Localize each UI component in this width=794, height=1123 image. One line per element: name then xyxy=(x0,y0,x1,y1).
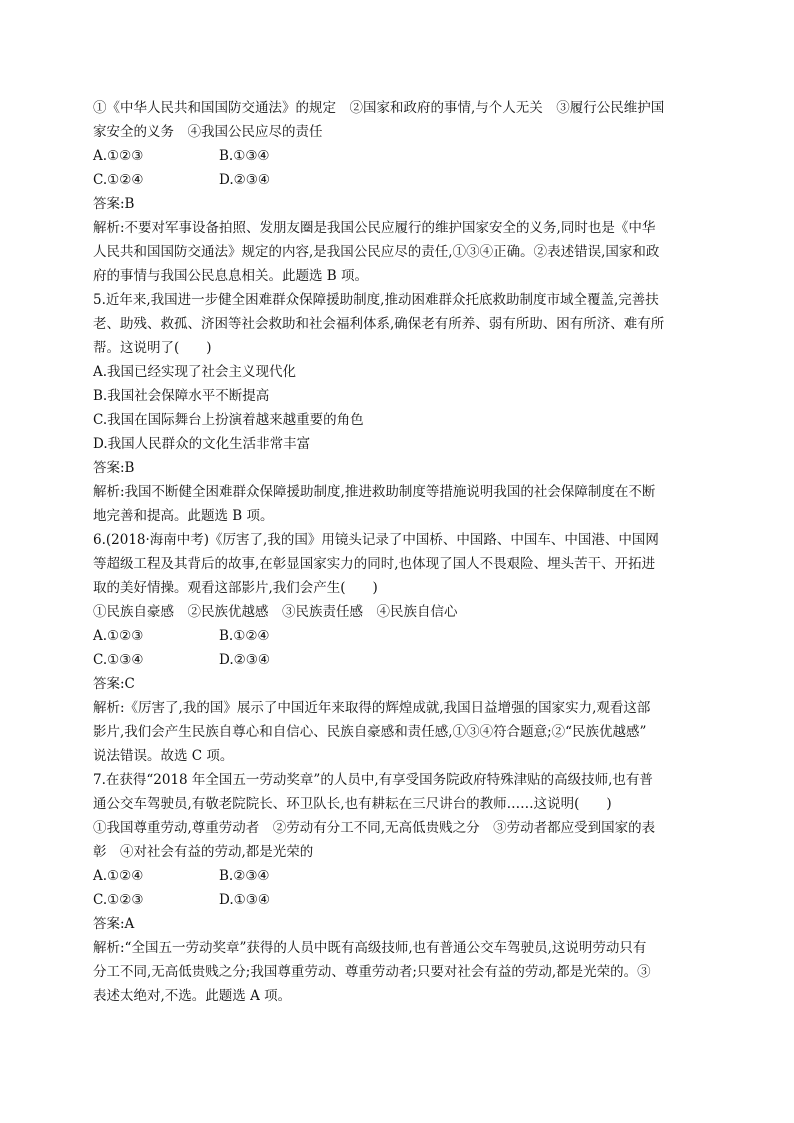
q4-choice-d: D.②③④ xyxy=(219,172,270,188)
q7-choice-c: C.①②③ xyxy=(93,892,144,908)
q4-analysis-line-2: 人民共和国国防交通法》规定的内容,是我国公民应尽的责任,①③④正确。②表述错误,国家和政 xyxy=(93,244,660,260)
q4-options-line-1: ①《中华人民共和国国防交通法》的规定 ②国家和政府的事情,与个人无关 ③履行公民维护国 xyxy=(93,100,665,116)
q5-choice-b: B.我国社会保障水平不断提高 xyxy=(93,388,270,404)
q4-options-line-2: 家安全的义务 ④我国公民应尽的责任 xyxy=(93,124,323,140)
q5-stem-line-3: 帮。这说明了( ) xyxy=(93,340,212,356)
q5-stem-line-1: 5.近年来,我国进一步健全困难群众保障援助制度,推动困难群众托底救助制度市域全覆盖,完善扶 xyxy=(93,292,659,308)
q5-answer: 答案:B xyxy=(93,460,135,476)
q6-choice-c: C.①③④ xyxy=(93,652,144,668)
q6-stem-line-2: 等超级工程及其背后的故事,在彰显国家实力的同时,也体现了国人不畏艰险、埋头苦干、开拓进 xyxy=(93,556,656,572)
q4-choice-a: A.①②③ xyxy=(93,148,144,164)
q5-choice-d: D.我国人民群众的文化生活非常丰富 xyxy=(93,436,311,452)
q6-choice-b: B.①②④ xyxy=(219,628,270,644)
q7-choice-a: A.①②④ xyxy=(93,868,144,884)
q4-choice-c: C.①②④ xyxy=(93,172,144,188)
q5-analysis-line-1: 解析:我国不断健全困难群众保障援助制度,推进救助制度等措施说明我国的社会保障制度在不断 xyxy=(93,484,656,500)
q7-choice-d: D.①③④ xyxy=(219,892,270,908)
q5-choice-c: C.我国在国际舞台上扮演着越来越重要的角色 xyxy=(93,412,364,428)
q6-analysis-line-3: 说法错误。故选 C 项。 xyxy=(93,748,234,764)
q5-stem-line-2: 老、助残、救孤、济困等社会救助和社会福利体系,确保老有所养、弱有所助、困有所济、难有所 xyxy=(93,316,665,332)
q4-choice-b: B.①③④ xyxy=(219,148,270,164)
q7-choice-b: B.②③④ xyxy=(219,868,270,884)
q4-answer: 答案:B xyxy=(93,196,135,212)
q6-choice-d: D.②③④ xyxy=(219,652,270,668)
q7-stem-line-2: 通公交车驾驶员,有敬老院院长、环卫队长,也有耕耘在三尺讲台的教师……这说明( ) xyxy=(93,796,612,812)
q7-statements-line-1: ①我国尊重劳动,尊重劳动者 ②劳动有分工不同,无高低贵贱之分 ③劳动者都应受到国家的表 xyxy=(93,820,656,836)
q6-answer: 答案:C xyxy=(93,676,135,692)
q7-statements-line-2: 彰 ④对社会有益的劳动,都是光荣的 xyxy=(93,844,314,860)
q7-stem-line-1: 7.在获得“2018 年全国五一劳动奖章”的人员中,有享受国务院政府特殊津贴的高级技师,也有普 xyxy=(93,772,653,788)
q7-analysis-line-2: 分工不同,无高低贵贱之分;我国尊重劳动、尊重劳动者;只要对社会有益的劳动,都是光荣的。③ xyxy=(93,964,651,980)
q7-analysis-line-1: 解析:“全国五一劳动奖章”获得的人员中既有高级技师,也有普通公交车驾驶员,这说明劳动只有 xyxy=(93,940,647,956)
q4-analysis-line-1: 解析:不要对军事设备拍照、发朋友圈是我国公民应履行的维护国家安全的义务,同时也是《中华 xyxy=(93,220,656,236)
q5-choice-a: A.我国已经实现了社会主义现代化 xyxy=(93,364,297,380)
q4-analysis-line-3: 府的事情与我国公民息息相关。此题选 B 项。 xyxy=(93,268,369,284)
q6-stem-line-1: 6.(2018·海南中考)《厉害了,我的国》用镜头记录了中国桥、中国路、中国车、中国港、中国网 xyxy=(93,532,659,548)
q6-analysis-line-2: 影片,我们会产生民族自尊心和自信心、民族自豪感和责任感,①③④符合题意;②“民族优越感” xyxy=(93,724,647,740)
q6-choice-a: A.①②③ xyxy=(93,628,144,644)
q5-analysis-line-2: 地完善和提高。此题选 B 项。 xyxy=(93,508,274,524)
q7-analysis-line-3: 表述太绝对,不选。此题选 A 项。 xyxy=(93,988,292,1004)
q6-statements: ①民族自豪感 ②民族优越感 ③民族责任感 ④民族自信心 xyxy=(93,604,458,620)
q6-analysis-line-1: 解析:《厉害了,我的国》展示了中国近年来取得的辉煌成就,我国日益增强的国家实力,观看这部 xyxy=(93,700,651,716)
q7-answer: 答案:A xyxy=(93,916,135,932)
q6-stem-line-3: 取的美好情操。观看这部影片,我们会产生( ) xyxy=(93,580,378,596)
